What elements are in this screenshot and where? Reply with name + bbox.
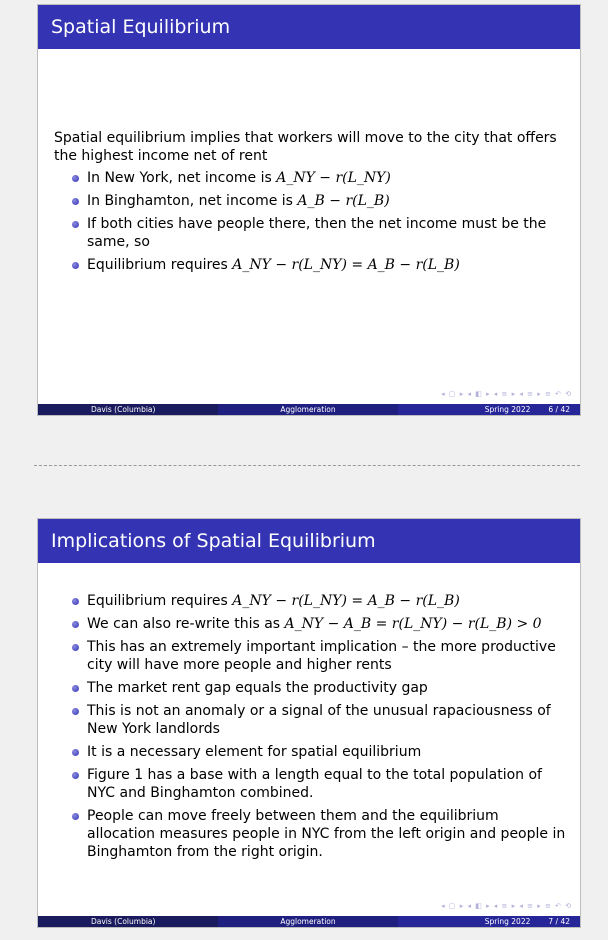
math-expression: A_B − r(L_B) <box>297 193 390 209</box>
bullet-icon <box>72 175 79 182</box>
list-item: In Binghamton, net income is A_B − r(L_B) <box>72 192 566 210</box>
list-item: This is not an anomaly or a signal of the unusual rapaciousness of New York landlords <box>72 702 566 738</box>
bullet-list <box>54 169 566 274</box>
slide-footer <box>38 916 580 927</box>
bullet-icon <box>72 262 79 269</box>
list-item: This has an extremely important implication – the more productive city will have more people and higher rents <box>72 638 566 674</box>
slide-6 <box>37 4 581 416</box>
bullet-icon <box>72 598 79 605</box>
beamer-nav-icons[interactable]: ◂ ▢ ▸ ◂ ◧ ▸ ◂ ≡ ▸ ◂ ≡ ▸ ≡ ↶ ⟲ <box>441 902 572 910</box>
list-item: We can also re-write this as A_NY − A_B = r(L_NY) − r(L_B) > 0 <box>72 615 566 633</box>
footer-topic: Agglomeration <box>218 404 398 415</box>
footer-topic: Agglomeration <box>218 916 398 927</box>
bullet-icon <box>72 813 79 820</box>
math-expression: A_NY − r(L_NY) = A_B − r(L_B) <box>232 257 460 273</box>
math-expression: A_NY − r(L_NY) = A_B − r(L_B) <box>232 593 460 609</box>
slide-title: Spatial Equilibrium <box>38 5 580 49</box>
list-item: In New York, net income is A_NY − r(L_NY) <box>72 169 566 187</box>
footer-term-page: Spring 2022 6 / 42 <box>398 404 580 415</box>
slide-body <box>54 129 566 279</box>
bullet-icon <box>72 772 79 779</box>
slide-body <box>54 592 566 866</box>
list-item: Equilibrium requires A_NY − r(L_NY) = A_B − r(L_B) <box>72 592 566 610</box>
page-number: 6 / 42 <box>548 405 570 414</box>
math-expression: A_NY − A_B = r(L_NY) − r(L_B) > 0 <box>284 616 542 632</box>
list-item: The market rent gap equals the productivity gap <box>72 679 566 697</box>
bullet-icon <box>72 621 79 628</box>
slide-title: Implications of Spatial Equilibrium <box>38 519 580 563</box>
page-divider <box>34 465 580 466</box>
slide-7 <box>37 518 581 928</box>
list-item: People can move freely between them and the equilibrium allocation measures people in NYC from the left origin and people in Binghamton from the right origin. <box>72 807 566 861</box>
list-item: If both cities have people there, then the net income must be the same, so <box>72 215 566 251</box>
intro-text: Spatial equilibrium implies that workers will move to the city that offers the highest income net of rent <box>54 130 557 164</box>
beamer-nav-icons[interactable]: ◂ ▢ ▸ ◂ ◧ ▸ ◂ ≡ ▸ ◂ ≡ ▸ ≡ ↶ ⟲ <box>441 390 572 398</box>
bullet-icon <box>72 749 79 756</box>
footer-term-page: Spring 2022 7 / 42 <box>398 916 580 927</box>
bullet-icon <box>72 221 79 228</box>
list-item: Equilibrium requires A_NY − r(L_NY) = A_B − r(L_B) <box>72 256 566 274</box>
slide-footer <box>38 404 580 415</box>
list-item: Figure 1 has a base with a length equal to the total population of NYC and Binghamton combined. <box>72 766 566 802</box>
footer-author: Davis (Columbia) <box>38 916 218 927</box>
list-item: It is a necessary element for spatial equilibrium <box>72 743 566 761</box>
footer-author: Davis (Columbia) <box>38 404 218 415</box>
page-number: 7 / 42 <box>548 917 570 926</box>
math-expression: A_NY − r(L_NY) <box>276 170 391 186</box>
bullet-icon <box>72 198 79 205</box>
bullet-icon <box>72 685 79 692</box>
bullet-list <box>54 592 566 861</box>
bullet-icon <box>72 708 79 715</box>
bullet-icon <box>72 644 79 651</box>
